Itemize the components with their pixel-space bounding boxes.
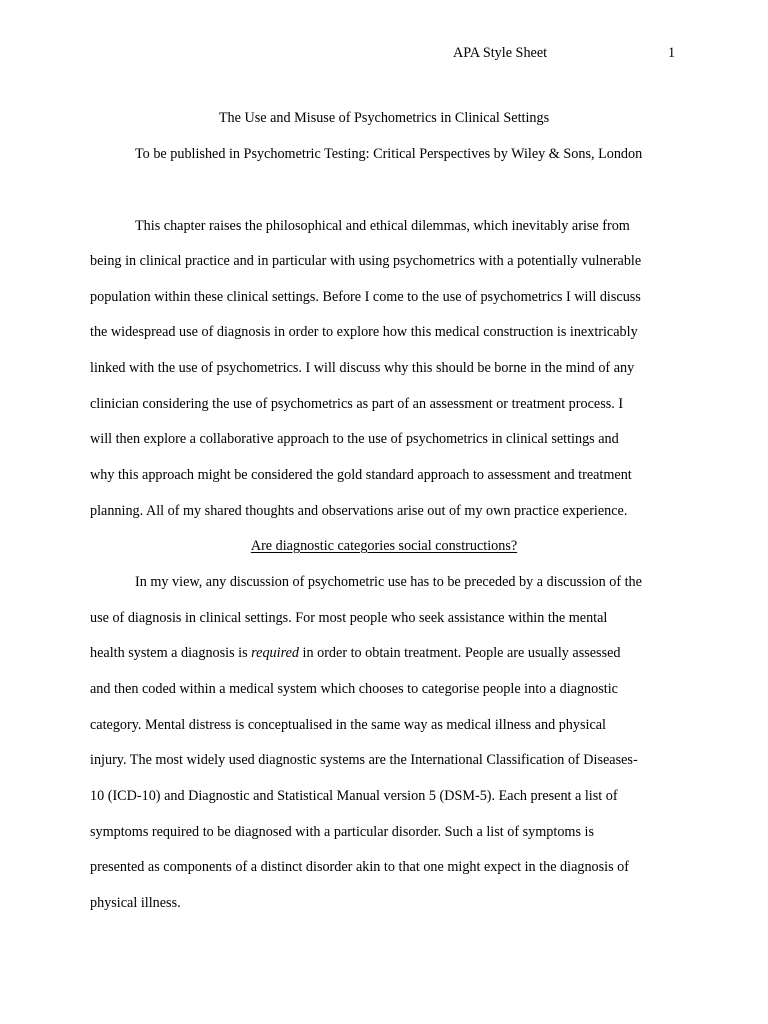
paragraph-line: being in clinical practice and in particular with using psychometrics with a potentially vulnerable — [90, 253, 642, 269]
paragraph-line: why this approach might be considered the gold standard approach to assessment and treatment — [90, 467, 632, 483]
paragraph-line: linked with the use of psychometrics. I will discuss why this should be borne in the mind of any — [90, 360, 635, 376]
paragraph-line: category. Mental distress is conceptualised in the same way as medical illness and physical — [90, 717, 606, 733]
paragraph-line: In my view, any discussion of psychometric use has to be preceded by a discussion of the — [135, 574, 642, 590]
paragraph-line: use of diagnosis in clinical settings. For most people who seek assistance within the mental — [90, 610, 608, 626]
paragraph-line: and then coded within a medical system which chooses to categorise people into a diagnostic — [90, 681, 618, 697]
paragraph-line: the widespread use of diagnosis in order to explore how this medical construction is inextricably — [90, 324, 638, 340]
paper-title: The Use and Misuse of Psychometrics in Clinical Settings — [218, 110, 550, 126]
paragraph-line: injury. The most widely used diagnostic systems are the International Classification of Diseases- — [90, 752, 638, 768]
paragraph-line: symptoms required to be diagnosed with a particular disorder. Such a list of symptoms is — [90, 824, 594, 840]
paragraph-line — [90, 645, 620, 662]
paragraph-line: will then explore a collaborative approach to the use of psychometrics in clinical settings and — [90, 431, 619, 447]
paragraph-line: This chapter raises the philosophical and ethical dilemmas, which inevitably arise from — [135, 218, 630, 234]
section-heading-text: Are diagnostic categories social constructions? — [250, 538, 518, 554]
paragraph-line: population within these clinical settings. Before I come to the use of psychometrics I will discuss — [90, 289, 641, 305]
section-heading — [0, 538, 768, 555]
emphasis-text: required — [251, 645, 299, 661]
publication-note: To be published in Psychometric Testing: Critical Perspectives by Wiley & Sons, London — [135, 146, 643, 162]
paragraph-line: physical illness. — [90, 895, 181, 911]
line-text: in order to obtain treatment. People are usually assessed — [298, 645, 621, 661]
paragraph-line: presented as components of a distinct disorder akin to that one might expect in the diagnosis of — [90, 859, 630, 875]
paragraph-line: 10 (ICD-10) and Diagnostic and Statistical Manual version 5 (DSM-5). Each present a list of — [90, 788, 618, 804]
running-head: APA Style Sheet — [453, 45, 548, 61]
paragraph-line: clinician considering the use of psychometrics as part of an assessment or treatment process. I — [90, 396, 624, 412]
paragraph-line: planning. All of my shared thoughts and observations arise out of my own practice experience. — [90, 503, 628, 519]
line-text: health system a diagnosis is — [90, 645, 252, 661]
page-number: 1 — [668, 45, 676, 61]
